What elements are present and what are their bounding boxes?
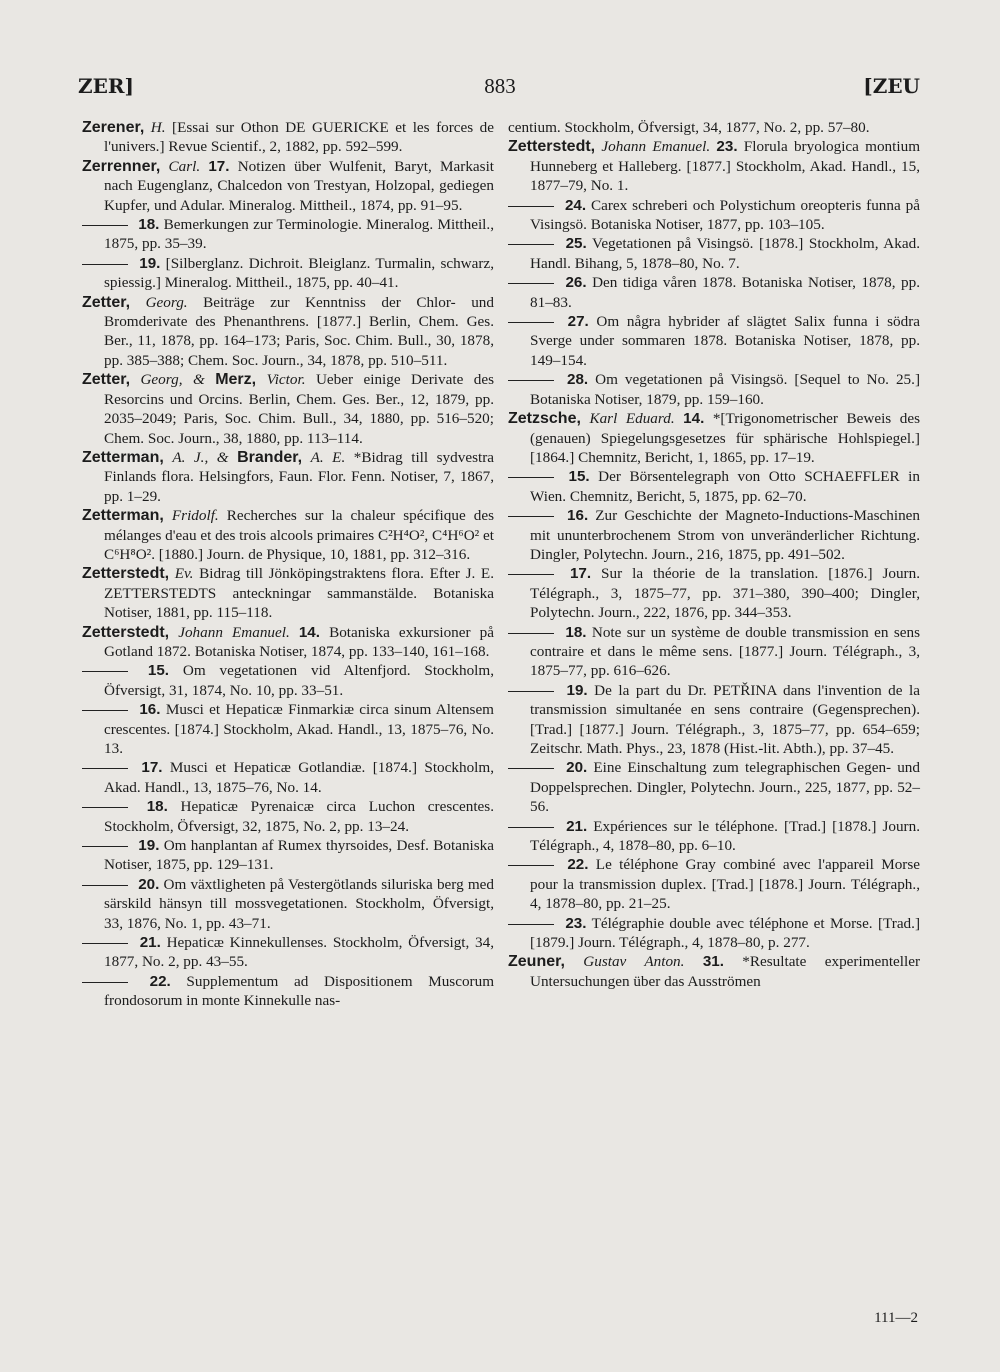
entry-text: Der Börsentelegraph von Otto SCHAEFFLER in Wien. Chemnitz, Bericht, 5, 1875, pp. 62–70. [530, 468, 920, 505]
sub-entry [82, 933, 494, 972]
sub-entry [508, 817, 920, 856]
author-given-name: A. J., & [172, 448, 238, 466]
author-given-name: Johann Emanuel. [601, 138, 711, 156]
sub-entry [508, 681, 920, 759]
entry-number: 24. [564, 196, 587, 214]
signature-mark: 111—2 [874, 1310, 918, 1326]
ditto-dash [508, 477, 554, 478]
author-name: Zetzsche, [508, 410, 581, 428]
author-name: Zetterman, [82, 448, 164, 466]
ditto-dash [82, 846, 128, 847]
sub-entry [508, 370, 920, 409]
ditto-dash [508, 380, 554, 381]
ditto-dash [82, 982, 128, 983]
entry-text: centium. Stockholm, Öfversigt, 34, 1877, No. 2, pp. 57–80. [508, 119, 870, 136]
entry-text: Om hanplantan af Rumex thyrsoides, Desf. Botaniska Notiser, 1875, pp. 129–131. [104, 837, 495, 874]
entry-text: Om vegetationen på Visingsö. [Sequel to No. 25.] Botaniska Notiser, 1879, pp. 159–160. [530, 371, 921, 408]
running-head-right: [ZEU [863, 74, 920, 98]
entry-number: 20. [138, 875, 160, 893]
sub-entry [508, 623, 920, 681]
entry-number: 18. [565, 623, 587, 641]
entry-text: Om vegetationen vid Altenfjord. Stockholm, Öfversigt, 31, 1874, No. 10, pp. 33–51. [104, 662, 494, 699]
entry-number: 17. [208, 157, 230, 175]
ditto-dash [508, 206, 554, 207]
entry-text: Supplementum ad Dispositionem Muscorum frondosorum in monte Kinnekulle nas- [104, 972, 495, 1010]
entry-number: 31. [702, 953, 724, 971]
author-name: Zetter, [82, 371, 131, 389]
sub-entry [82, 836, 494, 875]
author-given-name: H. [150, 119, 166, 136]
author-entry [82, 623, 494, 662]
author-name: Zetterstedt, [82, 623, 170, 641]
ditto-dash [508, 691, 554, 692]
author-entry [82, 506, 494, 564]
entry-number: 23. [565, 914, 587, 932]
sub-entry [508, 914, 920, 953]
author-name: Zetterstedt, [82, 565, 170, 583]
author-given-name: Johann Emanuel. [178, 623, 290, 641]
author-given-name: Ev. [174, 565, 194, 583]
sub-entry [82, 215, 494, 254]
entry-number: 19. [566, 681, 588, 699]
entry-number: 25. [565, 235, 587, 253]
continuation-entry [508, 118, 920, 137]
author-entry [82, 564, 494, 622]
entry-text: Om några hybrider af slägtet Salix funna i södra Sverge under sommaren 1878. Botaniska Notiser, 1878, pp. 149–154. [530, 313, 920, 369]
ditto-dash [82, 807, 128, 808]
left-column [82, 118, 494, 1011]
sub-entry [508, 234, 920, 273]
ditto-dash [508, 516, 554, 517]
entry-text: Notizen über Wulfenit, Baryt, Markasit nach Eugenglanz, Chalcedon von Trestyan, Holzopal, gediegen Kupfer, und Adular. Mineralog. Mittheil., 1874, pp. 91–95. [104, 157, 495, 214]
entry-text: Hepaticæ Kinnekullenses. Stockholm, Öfversigt, 34, 1877, No. 2, pp. 43–55. [104, 934, 495, 971]
entry-number: 18. [146, 798, 168, 816]
ditto-dash [508, 322, 554, 323]
entry-text: [Silberglanz. Dichroit. Bleiglanz. Turmalin, schwarz, spiessig.] Mineralog. Mittheil., 1875, pp. 40–41. [104, 254, 494, 292]
author-entry [82, 293, 494, 371]
entry-text: Carex schreberi och Polystichum oreopteris funna på Visingsö. Botaniska Notiser, 1877, pp. 103–105. [530, 196, 921, 234]
ditto-dash [508, 633, 554, 634]
entry-text: De la part du Dr. PETŘINA dans l'invention de la transmission simultanée en sens contraire (Gegensprechen). [Trad.] [1877.] Journ. Télégraph., 3, 1875–77, pp. 654–659; Zeitschr. Math. Phys., 23, 1878 (Hist.-lit. Abth.), pp. 37–45. [530, 681, 920, 757]
entry-text: *[Trigonometrischer Beweis des (genauen) Spiegelungsgesetzes für sphärische Hohlspiegel.] [1864.] Chemnitz, Bericht, 1, 1865, pp. 17–19. [530, 410, 920, 466]
entry-number: 17. [569, 565, 592, 583]
ditto-dash [508, 865, 554, 866]
ditto-dash [82, 943, 128, 944]
entry-text: Recherches sur la chaleur spécifique des mélanges d'eau et des trois alcools primaires C²H⁴O², C⁴H⁶O² et C⁶H⁸O². [1880.] Journ. de Physique, 10, 1881, pp. 312–316. [104, 507, 495, 563]
entry-text: Télégraphie double avec téléphone et Morse. [Trad.] [1879.] Journ. Télégraph., 4, 1878–80, p. 277. [530, 914, 921, 952]
entry-number: 22. [567, 856, 589, 874]
entry-text: Eine Einschaltung zum telegraphischen Gegen- und Doppelsprechen. Dingler, Polytechn. Journ., 225, 1877, pp. 52–56. [530, 759, 920, 816]
entry-text: Den tidiga våren 1878. Botaniska Notiser, 1878, pp. 81–83. [530, 274, 921, 311]
entry-text: Om växtligheten på Vestergötlands siluriska berg med särskild hänsyn till mossvegetationen. Stockholm, Öfversigt, 33, 1876, No. 1, pp. 43–71. [104, 875, 494, 932]
author-name: Zeuner, [508, 953, 565, 971]
sub-entry [82, 254, 494, 293]
entry-number: 14. [683, 410, 705, 428]
author-given-name: Carl. [168, 157, 201, 175]
author-given-name: Karl Eduard. [589, 410, 675, 428]
entry-text: Le téléphone Gray combiné avec l'appareil Morse pour la transmission duplex. [Trad.] [1878.] Journ. Télégraph., 4, 1878–80, pp. 21–25. [530, 856, 921, 913]
entry-number: 17. [141, 759, 163, 777]
entry-number: 15. [147, 662, 169, 680]
sub-entry [82, 972, 494, 1011]
author-entry [508, 137, 920, 195]
entry-text: Botaniska exkursioner på Gotland 1872. Botaniska Notiser, 1874, pp. 133–140, 161–168. [104, 623, 494, 660]
entry-number: 20. [566, 759, 588, 777]
entry-number: 28. [567, 371, 589, 389]
entry-text: Ueber einige Derivate des Resorcins und Orcins. Berlin, Chem. Ges. Ber., 12, 1879, pp. 2035–2049; Paris, Soc. Chim. Bull., 34, 1880, pp. 516–520; Chem. Soc. Journ., 38, 1880, pp. 113–114. [104, 371, 495, 447]
author-entry [508, 952, 920, 991]
entry-number: 16. [567, 507, 589, 525]
sub-entry [508, 758, 920, 816]
entry-text: *Resultate experimenteller Untersuchungen über das Ausströmen [530, 953, 921, 990]
sub-entry [508, 855, 920, 913]
author-given-name: Fridolf. [171, 507, 219, 525]
ditto-dash [82, 885, 128, 886]
entry-text: [Essai sur Othon DE GUERICKE et les forces de l'univers.] Revue Scientif., 2, 1882, pp. 592–599. [104, 119, 495, 156]
sub-entry [82, 700, 494, 758]
entry-text: Florula bryologica montium Hunneberg et Halleberg. [1877.] Stockholm, Akad. Handl., 15, 1877–79, No. 1. [530, 138, 921, 195]
ditto-dash [82, 225, 128, 226]
entry-text: Bidrag till Jönköpingstraktens flora. Efter J. E. ZETTERSTEDTS anteckningar sammanstälde. Botaniska Notiser, 1881, pp. 115–118. [104, 565, 494, 622]
sub-entry [82, 661, 494, 700]
author-entry [82, 157, 494, 215]
sub-entry [508, 273, 920, 312]
entry-number: 16. [139, 701, 161, 719]
entry-number: 27. [567, 313, 589, 331]
ditto-dash [508, 574, 554, 575]
entry-text: *Bidrag till sydvestra Finlands flora. Helsingfors, Faun. Flor. Fenn. Notiser, 7, 1867, pp. 1–29. [104, 448, 495, 505]
author-given-name: Georg. [145, 293, 188, 311]
entry-text: Musci et Hepaticæ Finmarkiæ circa sinum Altensem crescentes. [1874.] Stockholm, Akad. Handl., 13, 1875–76, No. 13. [104, 701, 495, 757]
author-entry [82, 118, 494, 157]
coauthor-name: Brander, [237, 448, 303, 466]
entry-number: 22. [149, 972, 171, 990]
entry-number: 19. [139, 254, 161, 272]
author-entry [508, 409, 920, 467]
ditto-dash [508, 924, 554, 925]
sub-entry [508, 312, 920, 370]
ditto-dash [508, 244, 554, 245]
entry-number: 18. [138, 216, 160, 234]
ditto-dash [508, 283, 554, 284]
ditto-dash [82, 768, 128, 769]
author-name: Zetterstedt, [508, 138, 596, 156]
author-name: Zerener, [82, 119, 145, 136]
coauthor-given-name: A. E. [310, 448, 346, 466]
sub-entry [508, 196, 920, 235]
author-given-name: Georg, & [140, 371, 216, 389]
entry-number: 21. [566, 817, 588, 835]
entry-text: Sur la théorie de la translation. [1876.] Journ. Télégraph., 3, 1875–77, pp. 371–380, 390–400; Dingler, Polytechn. Journ., 222, 1876, pp. 344–353. [530, 565, 921, 622]
author-entry [82, 370, 494, 448]
entry-text: Zur Geschichte der Magneto-Inductions-Maschinen mit ununterbrochenem Strom von unveränderlicher Richtung. Dingler, Polytechn. Journ., 216, 1875, pp. 491–502. [530, 507, 920, 563]
sub-entry [82, 875, 494, 933]
author-name: Zetter, [82, 293, 131, 311]
coauthor-given-name: Victor. [266, 371, 306, 389]
entry-text: Note sur un système de double transmission en sens contraire et dans le même sens. [1877.] Journ. Télégraph., 3, 1875–77, pp. 616–626. [530, 623, 920, 680]
author-entry [82, 448, 494, 506]
sub-entry [508, 506, 920, 564]
ditto-dash [82, 264, 128, 265]
right-column [508, 118, 920, 991]
entry-text: Bemerkungen zur Terminologie. Mineralog. Mittheil., 1875, pp. 35–39. [104, 216, 494, 253]
entry-text: Beiträge zur Kenntniss der Chlor- und Bromderivate des Phenanthrens. [1877.] Berlin, Chem. Ges. Ber., 11, 1878, pp. 164–173; Paris, Soc. Chim. Bull., 30, 1878, pp. 385–388; Chem. Soc. Journ., 34, 1878, pp. 510–511. [104, 293, 494, 369]
entry-text: Hepaticæ Pyrenaicæ circa Luchon crescentes. Stockholm, Öfversigt, 32, 1875, No. 2, pp. 13–24. [104, 798, 494, 835]
entry-number: 19. [138, 837, 160, 855]
ditto-dash [508, 827, 554, 828]
author-name: Zerrenner, [82, 157, 161, 175]
entry-text: Musci et Hepaticæ Gotlandiæ. [1874.] Stockholm, Akad. Handl., 13, 1875–76, No. 14. [104, 759, 494, 796]
author-given-name: Gustav Anton. [583, 953, 685, 971]
ditto-dash [82, 710, 128, 711]
entry-text: Vegetationen på Visingsö. [1878.] Stockholm, Akad. Handl. Bihang, 5, 1878–80, No. 7. [530, 235, 920, 272]
sub-entry [82, 797, 494, 836]
page-number: 883 [484, 74, 516, 98]
entry-number: 21. [139, 934, 161, 952]
sub-entry [508, 467, 920, 506]
author-name: Zetterman, [82, 507, 164, 525]
entry-number: 14. [298, 623, 320, 641]
sub-entry [508, 564, 920, 622]
entry-text: Expériences sur le téléphone. [Trad.] [1878.] Journ. Télégraph., 4, 1878–80, pp. 6–10. [530, 817, 921, 855]
coauthor-name: Merz, [215, 371, 257, 389]
ditto-dash [82, 671, 128, 672]
running-head-left: ZER] [78, 74, 134, 98]
entry-number: 26. [565, 274, 587, 292]
entry-number: 15. [568, 468, 590, 486]
entry-number: 23. [716, 138, 738, 156]
ditto-dash [508, 768, 554, 769]
sub-entry [82, 758, 494, 797]
